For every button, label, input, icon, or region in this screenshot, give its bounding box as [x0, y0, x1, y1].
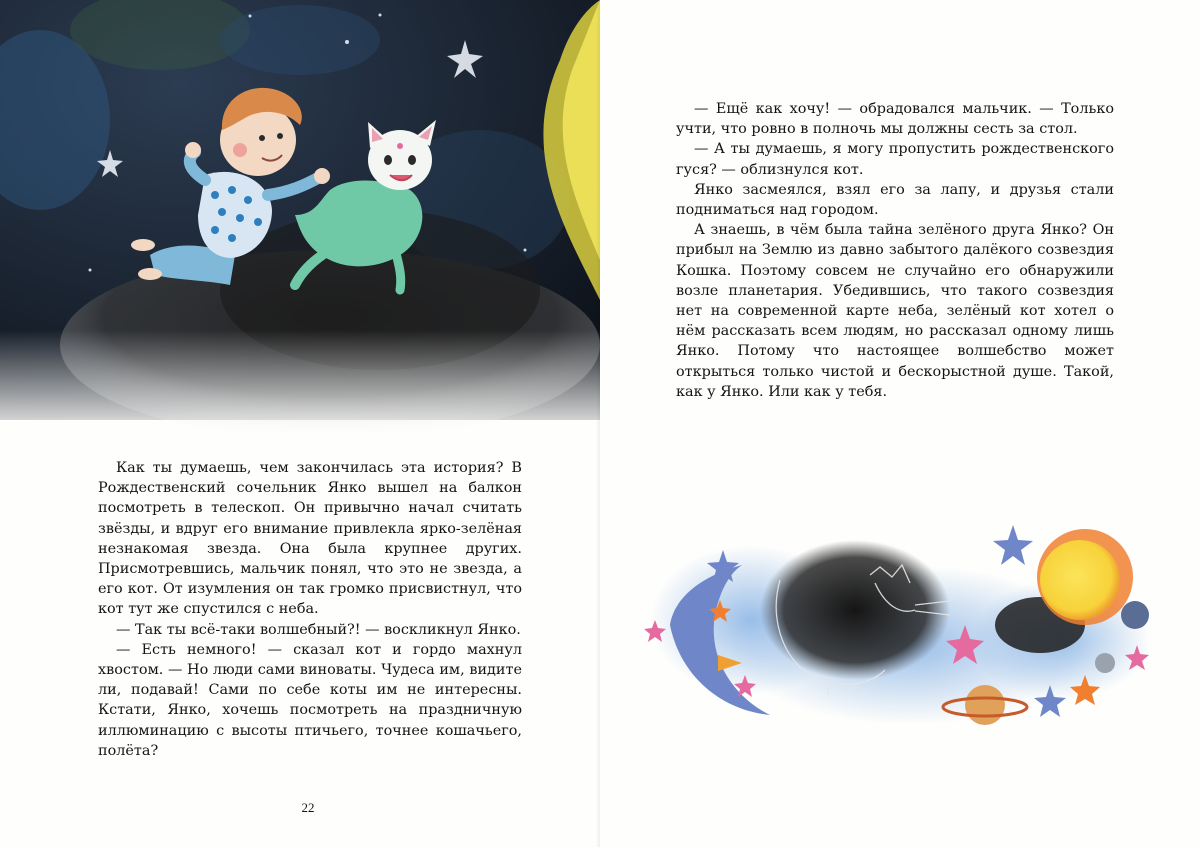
paragraph: Янко засмеялся, взял его за лапу, и друзья стали подниматься над городом. [676, 181, 1114, 219]
paragraph: Как ты думаешь, чем закончилась эта история? В Рождественский сочельник Янко вышел на балкон посмотреть в телескоп. Он привычно начал считать звёзды, и вдруг его внимание привлекла ярко-зелёная незнакомая звезда. Она была крупнее других. Присмотревшись, мальчик понял, что это не звезда, а его кот. От изумления он так громко присвистнул, что кот тут же спустился с неба. [98, 460, 522, 618]
left-page-text [98, 458, 522, 761]
paragraph: — Ещё как хочу! — обрадовался мальчик. — Только учти, что ровно в полночь мы должны сесть за стол. [676, 101, 1114, 138]
cat-constellation-illustration [630, 505, 1170, 745]
flying-boy-and-cat-illustration [0, 0, 600, 440]
paragraph: — А ты думаешь, я могу пропустить рождественского гуся? — облизнулся кот. [676, 141, 1114, 178]
paragraph: — Так ты всё-таки волшебный?! — воскликнул Янко. [116, 621, 521, 638]
paragraph: — Есть немного! — сказал кот и гордо махнул хвостом. — Но люди сами виноваты. Чудеса им, видите ли, подавай! Сами по себе коты им не интересны. Кстати, Янко, хочешь посмотреть на праздничную иллюминацию с высоты птичьего, точнее кошачьего, полёта? [98, 641, 522, 759]
paragraph: А знаешь, в чём была тайна зелёного друга Янко? Он прибыл на Землю из давно забытого далёкого созвездия Кошка. Поэтому совсем не случайно его обнаружили возле планетария. Убедившись, что такого созвездия нет на современной карте неба, зелёный кот хотел о нём рассказать всем людям, но рассказал одному лишь Янко. Потому что настоящее волшебство может открыться только чистой и бескорыстной душе. Такой, как у Янко. Или как у тебя. [676, 222, 1114, 400]
right-page-text [676, 99, 1114, 402]
page-number: 22 [301, 800, 315, 815]
